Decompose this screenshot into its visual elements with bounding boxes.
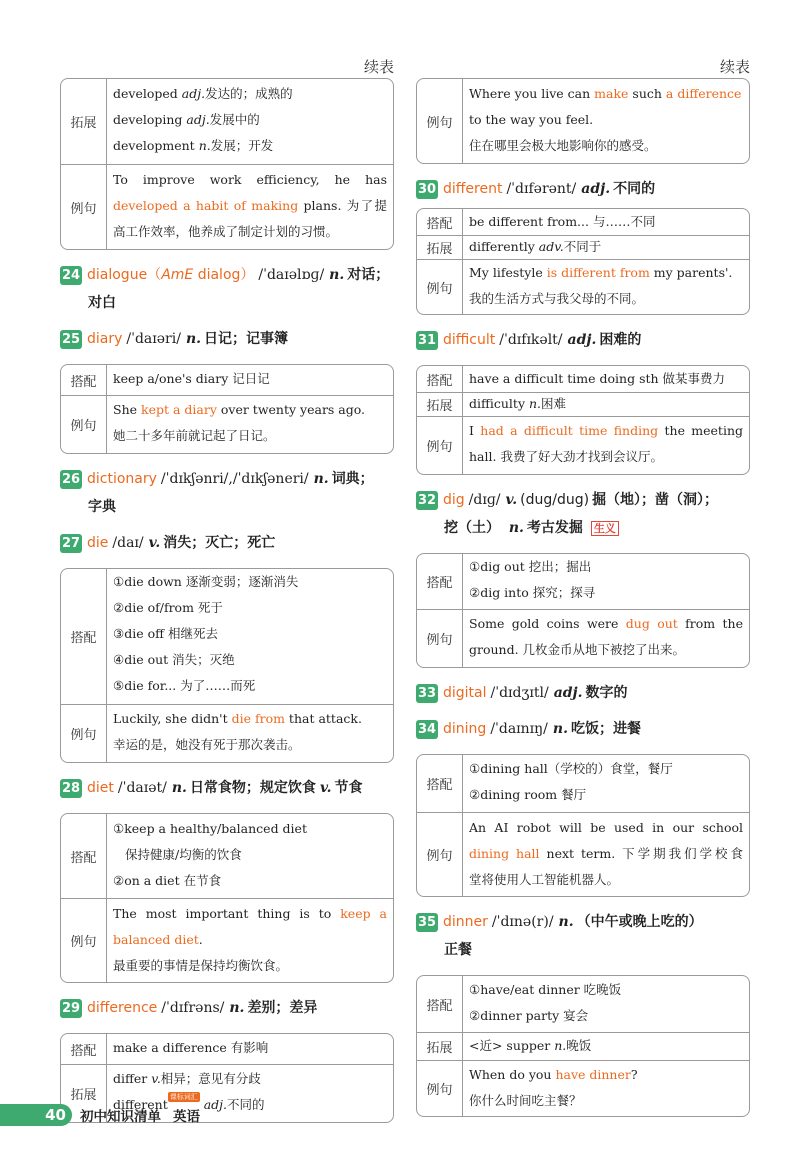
entry-number: 28 [61, 780, 81, 796]
extension-label: 拓展 [61, 79, 107, 164]
entry-30-heading [416, 178, 750, 200]
meaning: 吃饭；进餐 [570, 721, 641, 737]
meaning: 消失；灭亡；死亡 [163, 535, 276, 551]
meaning-continued: 正餐 [444, 942, 472, 958]
extension-row [417, 1032, 749, 1060]
entry-35-heading [416, 911, 750, 933]
collocation-row [61, 365, 393, 395]
example-line: 我的生活方式与我父母的不同。 [469, 291, 645, 306]
collocation-row [417, 976, 749, 1032]
collocation-line: ②dining room 餐厅 [469, 787, 587, 802]
entry-32-heading [416, 489, 750, 511]
collocation-line: ②dig into 探究；探寻 [469, 585, 596, 600]
example-line: ground. 几枚金币从地下被挖了出来。 [469, 642, 686, 657]
entry-number: 30 [417, 181, 437, 197]
example-line: 幸运的是，她没有死于那次袭击。 [113, 737, 301, 752]
phonetic: /ˈdɪfɪkəlt/ [499, 332, 563, 348]
entry-25-heading [60, 328, 394, 350]
entry-34-heading [416, 718, 750, 740]
entry-number: 24 [61, 267, 81, 283]
example-line: 堂将使用人工智能机器人。 [469, 872, 620, 887]
collocation-label: 搭配 [417, 976, 463, 1032]
headword: difference [87, 1000, 158, 1016]
entry-26-heading [60, 468, 394, 490]
collocation-line: keep a/one's diary 记日记 [113, 371, 270, 386]
phonetic: /ˈdaɪəlɒɡ/ [258, 267, 325, 283]
example-row [417, 812, 749, 896]
table-23-continued [60, 78, 394, 250]
ext-line: differ v.相异；意见有分歧 [113, 1071, 261, 1086]
part-of-speech: adj. [567, 332, 597, 348]
phonetic: /ˈdɪfərənt/ [506, 181, 577, 197]
meaning: 数字的 [585, 685, 628, 701]
subject-label: 英语 [173, 1109, 200, 1125]
phonetic: /dɪɡ/ [468, 492, 501, 508]
meaning-continued: 字典 [88, 499, 116, 515]
entry-number: 33 [417, 685, 437, 701]
collocation-row [61, 569, 393, 704]
example-line: My lifestyle is different from my parents'. [469, 265, 733, 280]
table-29-continued [416, 78, 750, 164]
entry-number: 29 [61, 1000, 81, 1016]
ext-line: difficulty n.困难 [469, 396, 567, 411]
collocation-label: 搭配 [61, 569, 107, 704]
example-line: dining hall next term. 下学期我们学校食 [469, 846, 743, 861]
collocation-line: make a difference 有影响 [113, 1040, 269, 1055]
table-35 [416, 975, 750, 1117]
entry-28-heading [60, 777, 394, 799]
example-row [417, 1060, 749, 1116]
entry-29-heading [60, 997, 394, 1019]
collocation-line: ③die off 相继死去 [113, 626, 218, 641]
collocation-line: ①keep a healthy/balanced diet [113, 821, 307, 836]
example-line: 住在哪里会极大地影响你的感受。 [469, 138, 657, 153]
collocation-label: 搭配 [417, 554, 463, 609]
example-line: 最重要的事情是保持均衡饮食。 [113, 958, 289, 973]
example-line: Luckily, she didn't die from that attack. [113, 711, 362, 726]
phonetic: /ˈdɪnə(r)/ [491, 914, 554, 930]
part-of-speech: n. [329, 267, 345, 283]
example-row [61, 164, 393, 249]
table-25 [60, 364, 394, 454]
headword: difficult [443, 332, 496, 348]
continued-label: 续表 [719, 58, 750, 76]
table-31 [416, 365, 750, 475]
table-27 [60, 568, 394, 763]
part-of-speech: n. [313, 471, 329, 487]
curriculum-tag: 课标词汇 [169, 1093, 198, 1101]
ext-line: differently adv.不同于 [469, 239, 602, 254]
collocation-line: ②die of/from 死于 [113, 600, 223, 615]
phonetic: /ˈdɪdʒɪtl/ [490, 685, 549, 701]
example-label: 例句 [417, 813, 463, 896]
ext-line: different 课标词汇 adj.不同的 [113, 1093, 265, 1112]
extension-label: 拓展 [417, 393, 463, 416]
meaning: 日常食物；规定饮食 [189, 780, 316, 796]
collocation-label: 搭配 [61, 1034, 107, 1064]
entry-33-heading [416, 682, 750, 704]
part-of-speech: n. [552, 721, 568, 737]
example-row [61, 898, 393, 982]
extension-label: 拓展 [417, 1033, 463, 1060]
meaning-continued: 对白 [88, 295, 116, 311]
continued-label: 续表 [363, 58, 394, 76]
book-title: 初中知识清单 [80, 1109, 161, 1125]
collocation-line: ①dig out 挖出；掘出 [469, 559, 592, 574]
page-number: 40 [0, 1104, 72, 1126]
meaning: 掘（地）；凿（洞）； [592, 492, 719, 508]
example-row [417, 259, 749, 314]
extension-row [417, 235, 749, 259]
collocation-line: ①dining hall（学校的）食堂，餐厅 [469, 761, 673, 776]
example-line: An AI robot will be used in our school [469, 820, 743, 835]
example-line: 你什么时间吃主餐？ [469, 1093, 582, 1108]
entry-number: 27 [61, 535, 81, 551]
ext-line: developing adj.发展中的 [113, 112, 260, 127]
meaning: 差别；差异 [247, 1000, 318, 1016]
collocation-line: ②dinner party 宴会 [469, 1008, 589, 1023]
entry-number: 32 [417, 492, 437, 508]
example-line: When do you have dinner? [469, 1067, 638, 1082]
headword: dialogue（AmE dialog） [87, 267, 255, 283]
example-label: 例句 [61, 396, 107, 453]
extension-label: 拓展 [417, 236, 463, 259]
ext-line: developed adj.发达的；成熟的 [113, 86, 293, 101]
collocation-label: 搭配 [61, 365, 107, 395]
example-line: To improve work efficiency, he has [113, 172, 387, 187]
meaning: 对话； [347, 267, 390, 283]
meaning: 节食 [334, 780, 363, 796]
entry-number: 26 [61, 471, 81, 487]
page-footer [0, 1102, 300, 1128]
collocation-line: be different from... 与……不同 [469, 214, 656, 229]
new-meaning-tag: 生义 [591, 521, 619, 536]
right-column [416, 0, 750, 1117]
collocation-line: have a difficult time doing sth 做某事费力 [469, 371, 726, 386]
table-28 [60, 813, 394, 983]
example-line: The most important thing is to keep a [113, 906, 387, 921]
phonetic: /ˈdaɪnɪŋ/ [490, 721, 548, 737]
meaning: （中午或晚上吃的） [576, 914, 703, 930]
example-line: She kept a diary over twenty years ago. [113, 402, 366, 417]
example-line: 她二十多年前就记起了日记。 [113, 428, 276, 443]
headword: dining [443, 721, 487, 737]
left-column [60, 0, 394, 1123]
ext-line: development n.发展；开发 [113, 138, 274, 153]
example-label: 例句 [417, 1061, 463, 1116]
headword: dictionary [87, 471, 157, 487]
part-of-speech: n. [229, 1000, 245, 1016]
collocation-line: ⑤die for... 为了……而死 [113, 678, 256, 693]
entry-number: 34 [417, 721, 437, 737]
collocation-line: ①die down 逐渐变弱；逐渐消失 [113, 574, 299, 589]
headword: digital [443, 685, 487, 701]
meaning: 不同的 [613, 181, 656, 197]
entry-number: 35 [417, 914, 437, 930]
entry-24-heading [60, 264, 394, 286]
collocation-row [61, 1034, 393, 1064]
example-line: developed a habit of making plans. 为了提 [113, 198, 387, 213]
collocation-line: ④die out 消失；灭绝 [113, 652, 235, 667]
example-row [417, 609, 749, 667]
part-of-speech: v. [319, 780, 332, 796]
verb-forms: (dug/dug) [520, 492, 590, 508]
example-line: balanced diet. [113, 932, 203, 947]
phonetic: /ˈdɪfrəns/ [161, 1000, 225, 1016]
meaning: 词典； [331, 471, 374, 487]
table-30 [416, 208, 750, 315]
example-line: I had a difficult time finding the meeting [469, 423, 744, 438]
example-line: to the way you feel. [469, 112, 594, 127]
collocation-label: 搭配 [61, 814, 107, 898]
collocation-line: ①have/eat dinner 吃晚饭 [469, 982, 622, 997]
example-label: 例句 [417, 260, 463, 314]
example-label: 例句 [61, 705, 107, 762]
example-row [61, 395, 393, 453]
part-of-speech: adj. [581, 181, 611, 197]
example-row [417, 79, 749, 163]
example-row [61, 704, 393, 762]
collocation-label: 搭配 [417, 755, 463, 812]
headword: die [87, 535, 109, 551]
example-label: 例句 [61, 899, 107, 982]
headword: diet [87, 780, 114, 796]
extension-row [417, 392, 749, 416]
collocation-row [417, 755, 749, 812]
headword: diary [87, 331, 123, 347]
extension-label: 拓展 [61, 1065, 107, 1122]
entry-31-heading [416, 329, 750, 351]
phonetic: /daɪ/ [112, 535, 144, 551]
meaning-continued: 挖（土） n. 考古发掘 生义 [416, 517, 750, 539]
meaning: 日记；记事簿 [204, 331, 288, 347]
table-32 [416, 553, 750, 668]
example-row [417, 416, 749, 474]
example-label: 例句 [417, 79, 463, 163]
collocation-label: 搭配 [417, 209, 463, 235]
example-line: Some gold coins were dug out from the [469, 616, 743, 631]
example-label: 例句 [417, 610, 463, 667]
example-line: Where you live can make such a difference [469, 86, 742, 101]
headword: dig [443, 492, 465, 508]
example-line: 高工作效率，他养成了制定计划的习惯。 [113, 224, 339, 239]
part-of-speech: n. [558, 914, 574, 930]
collocation-line: ②on a diet 在节食 [113, 873, 222, 888]
collocation-row [417, 554, 749, 609]
part-of-speech: n. [171, 780, 187, 796]
collocation-label: 搭配 [417, 366, 463, 392]
part-of-speech: adj. [553, 685, 583, 701]
collocation-row [61, 814, 393, 898]
collocation-line: 保持健康/均衡的饮食 [125, 847, 242, 862]
meaning: 困难的 [599, 332, 642, 348]
example-label: 例句 [417, 417, 463, 474]
collocation-row [417, 366, 749, 392]
collocation-row [417, 209, 749, 235]
part-of-speech: v. [148, 535, 161, 551]
phonetic: /ˈdɪkʃənri/,/ˈdɪkʃəneri/ [160, 471, 309, 487]
entry-number: 31 [417, 332, 437, 348]
table-34 [416, 754, 750, 897]
part-of-speech: n. [185, 331, 201, 347]
phonetic: /ˈdaɪət/ [117, 780, 167, 796]
entry-27-heading [60, 532, 394, 554]
phonetic: /ˈdaɪəri/ [126, 331, 181, 347]
example-line: hall. 我费了好大劲才找到会议厅。 [469, 449, 663, 464]
example-label: 例句 [61, 165, 107, 249]
ext-line: <近> supper n.晚饭 [469, 1038, 592, 1053]
extension-row [61, 79, 393, 164]
headword: different [443, 181, 503, 197]
headword: dinner [443, 914, 488, 930]
entry-number: 25 [61, 331, 81, 347]
part-of-speech: v. [505, 492, 518, 508]
